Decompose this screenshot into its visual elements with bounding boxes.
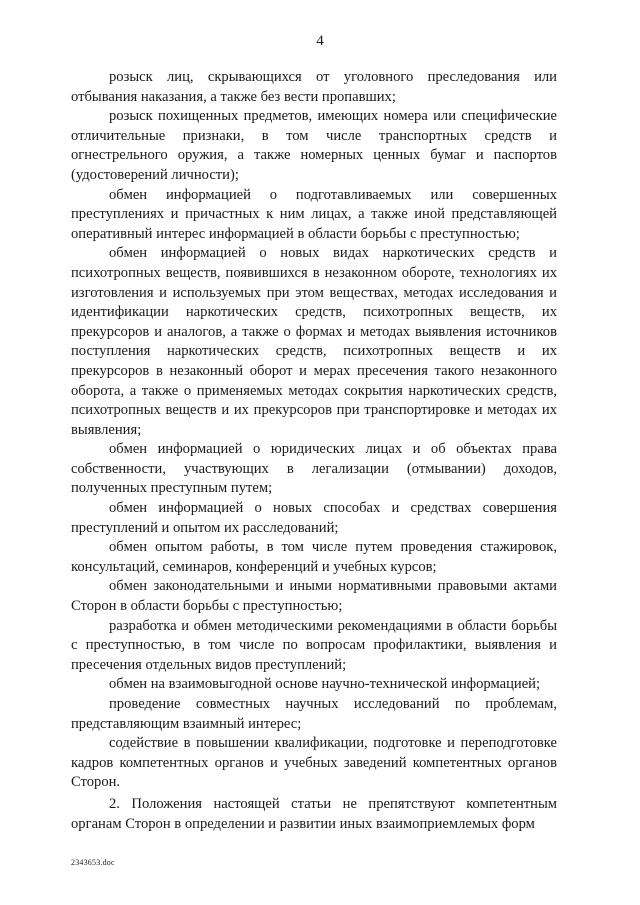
- document-file-id: 2343653.doc: [71, 858, 115, 867]
- paragraph: обмен законодательными и иными нормативными правовыми актами Сторон в области борьбы с преступностью;: [71, 578, 557, 615]
- paragraph: розыск лиц, скрывающихся от уголовного преследования или отбывания наказания, а также без вести пропавших;: [71, 69, 557, 105]
- paragraph: обмен опытом работы, в том числе путем проведения стажировок, консультаций, семинаров, конференций и учебных курсов;: [71, 539, 557, 575]
- paragraph: обмен информацией о новых видах наркотических средств и психотропных веществ, появившихся в незаконном обороте, технологиях их изготовления и используемых при этом веществах, методах исследования и идентификации наркотических средств, психотропных веществ, их прекурсоров и аналогов, а также о формах и методах выявления источников поступления наркотических средств, психотропных веществ и их прекурсоров в незаконный оборот и мерах пресечения такого незаконного оборота, а также о применяемых методах сокрытия наркотических средств, психотропных веществ и их прекурсоров при транспортировке и методах их выявления;: [71, 245, 557, 438]
- paragraph: 2. Положения настоящей статьи не препятствуют компетентным органам Сторон в определении и развитии иных взаимоприемлемых форм: [71, 795, 557, 832]
- paragraph: обмен информацией о подготавливаемых или совершенных преступлениях и причастных к ним лицах, а также иной представляющей оперативный интерес информацией в области борьбы с преступностью;: [71, 186, 557, 242]
- paragraph: обмен на взаимовыгодной основе научно-технической информацией;: [109, 676, 541, 693]
- paragraph: разработка и обмен методическими рекомендациями в области борьбы с преступностью, в том числе по вопросам профилактики, выявления и пресечения отдельных видов преступлений;: [71, 617, 557, 673]
- document-body: [71, 68, 557, 834]
- page-number: 4: [316, 33, 324, 49]
- paragraph: обмен информацией о юридических лицах и об объектах права собственности, участвующих в легализации (отмывании) доходов, полученных преступным путем;: [71, 441, 557, 497]
- paragraph: розыск похищенных предметов, имеющих номера или специфические отличительные признаки, в том числе транспортных средств и огнестрельного оружия, а также номерных ценных бумаг и паспортов (удостоверений личности);: [71, 108, 557, 183]
- paragraph: обмен информацией о новых способах и средствах совершения преступлений и опытом их расследований;: [71, 500, 557, 536]
- paragraph: содействие в повышении квалификации, подготовке и переподготовке кадров компетентных органов и учебных заведений компетентных органов Сторон.: [71, 735, 557, 791]
- paragraph: проведение совместных научных исследований по проблемам, представляющим взаимный интерес;: [71, 696, 557, 732]
